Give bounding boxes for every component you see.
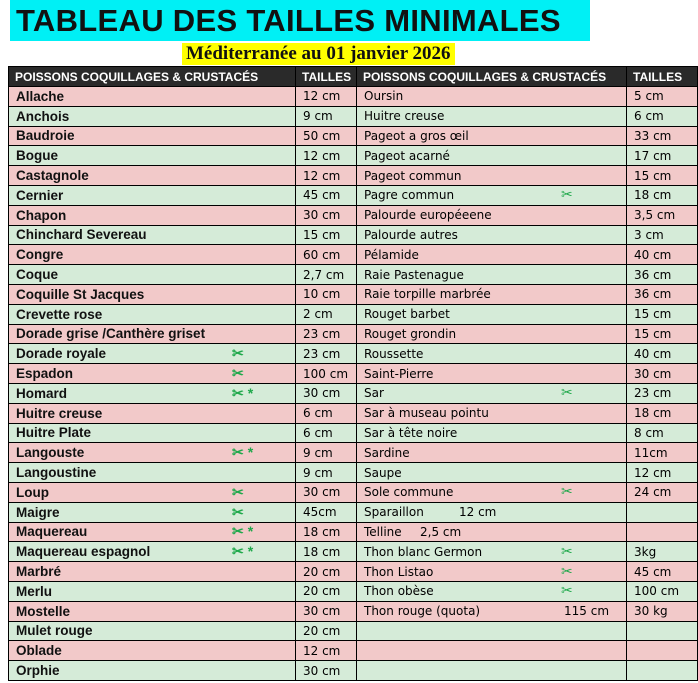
size-cell [627,621,698,641]
species-name: Langouste [16,445,85,461]
size-cell: 45 cm [296,185,357,205]
species-cell [9,265,296,285]
table-row [9,265,698,285]
size-cell: 30 cm [296,601,357,621]
size-cell: 2 cm [296,304,357,324]
species-cell [9,324,296,344]
table-row [9,542,698,562]
species-name: Dorade grise /Canthère griset [16,326,206,342]
species-name: Thon obèse [364,584,434,599]
table-row [9,443,698,463]
scissors-icon: ✂ [232,503,244,520]
species-cell-content [16,227,295,242]
species-cell [357,641,627,661]
table-row [9,641,698,661]
table-row [9,502,698,522]
species-cell [9,225,296,245]
size-cell: 50 cm [296,126,357,146]
species-name: Thon blanc Germon [364,544,483,559]
species-cell [9,601,296,621]
species-name: Thon Listao [364,564,434,579]
species-cell [357,87,627,107]
species-name: Huitre creuse [364,109,445,124]
size-cell: 3 cm [627,225,698,245]
size-cell: 45cm [296,502,357,522]
size-cell: 15 cm [296,225,357,245]
species-cell-content [364,565,626,579]
species-cell-content [16,544,295,559]
species-cell [9,423,296,443]
species-name: Maquereau [16,524,88,540]
species-name: Thon rouge (quota) [364,604,481,619]
size-cell: 23 cm [296,324,357,344]
size-cell: 15 cm [627,324,698,344]
size-cell: 30 cm [627,364,698,384]
table-row [9,423,698,443]
species-name: Castagnole [16,168,89,184]
species-name: Anchois [16,108,70,124]
size-cell [627,502,698,522]
species-cell-content [364,604,626,618]
species-cell-content [16,386,295,401]
species-name: Pageot commun [364,168,462,183]
scissors-icon: ✂ [232,444,244,461]
scissors-icon: ✂ [232,483,244,500]
mark-group [232,385,253,402]
size-cell: 100 cm [627,581,698,601]
species-cell-content [364,485,626,499]
species-cell [9,482,296,502]
mark-group [232,543,253,560]
size-cell: 100 cm [296,364,357,384]
size-cell: 6 cm [296,403,357,423]
species-name: Mulet rouge [16,623,93,639]
table-row [9,581,698,601]
species-cell [357,423,627,443]
species-name: Orphie [16,663,60,678]
species-cell-content [364,149,626,163]
page-title: TABLEAU DES TAILLES MINIMALES [10,0,590,41]
size-cell: 6 cm [296,423,357,443]
header-species-right: POISSONS COQUILLAGES & CRUSTACÉS [357,67,627,87]
table-header-row [9,67,698,87]
species-cell [9,166,296,186]
species-cell-content [16,366,295,381]
table-row [9,522,698,542]
species-cell [9,185,296,205]
species-name: Merlu [16,583,53,599]
species-cell [9,106,296,126]
scissors-icon: ✂ [232,384,244,401]
table-row [9,403,698,423]
size-cell: 18 cm [296,522,357,542]
scissors-icon: ✂ [561,187,573,204]
scissors-icon: ✂ [232,543,244,560]
asterisk-mark: * [247,523,254,540]
species-name: Chinchard Severeau [16,227,147,243]
species-cell-content [364,505,626,519]
species-cell [9,87,296,107]
size-cell: 30 cm [296,383,357,403]
species-cell [357,146,627,166]
species-name: Marbré [16,564,62,580]
species-cell [357,284,627,304]
species-cell [357,542,627,562]
species-name: Loup [16,484,49,500]
species-cell-content [364,89,626,103]
species-cell [9,344,296,364]
species-cell-content [364,446,626,460]
species-cell-content [16,406,295,421]
species-cell-content [364,287,626,301]
species-cell-content [16,148,295,163]
species-name: Saint-Pierre [364,366,434,381]
species-cell-content [16,287,295,302]
species-cell-content [16,604,295,619]
species-cell-content [364,584,626,598]
species-cell [9,661,296,681]
species-name: Huitre creuse [16,405,103,421]
species-cell [9,364,296,384]
species-cell-content [364,406,626,420]
species-name: Coquille St Jacques [16,286,145,302]
size-cell: 2,7 cm [296,265,357,285]
species-cell [9,304,296,324]
size-cell: 15 cm [627,166,698,186]
species-cell [9,205,296,225]
scissors-icon: ✂ [561,583,573,600]
species-cell-content [364,466,626,480]
species-cell [9,542,296,562]
species-name: Rouget grondin [364,326,457,341]
species-name: Pageot a gros œil [364,128,469,143]
size-cell: 33 cm [627,126,698,146]
species-cell [357,661,627,681]
size-cell: 20 cm [296,562,357,582]
species-cell-content [16,128,295,143]
species-name: Oursin [364,89,404,104]
species-cell [9,562,296,582]
species-name: Maigre [16,504,60,520]
table-row [9,661,698,681]
species-cell-content [16,524,295,539]
species-cell-content [364,545,626,559]
size-cell: 40 cm [627,245,698,265]
species-name: Pagre commun [364,188,455,203]
size-cell: 30 cm [296,661,357,681]
species-cell-content [364,426,626,440]
species-cell [357,304,627,324]
species-cell-content [364,367,626,381]
species-cell-content [16,623,295,638]
species-cell [9,641,296,661]
species-cell-content [16,109,295,124]
table-row [9,205,698,225]
species-cell-content [364,129,626,143]
species-name: Sar [364,386,384,401]
size-cell: 20 cm [296,581,357,601]
mark-group [232,523,253,540]
size-cell: 11cm [627,443,698,463]
header-size-left: TAILLES [296,67,357,87]
species-cell [9,383,296,403]
species-cell-content [364,228,626,242]
size-cell: 18 cm [627,185,698,205]
size-cell: 18 cm [627,403,698,423]
species-cell-content [16,208,295,223]
species-cell [357,185,627,205]
species-name: Mostelle [16,603,71,619]
species-cell [9,621,296,641]
scissors-icon: ✂ [232,523,244,540]
species-name: Raie Pastenague [364,267,464,282]
species-cell-content [364,347,626,361]
species-name: Telline [364,524,402,539]
species-cell [9,443,296,463]
table-row [9,324,698,344]
size-cell: 45 cm [627,562,698,582]
species-cell-content [364,188,626,202]
size-cell: 60 cm [296,245,357,265]
size-cell [627,661,698,681]
species-name: Bogue [16,148,58,164]
inline-size-value: 2,5 cm [420,524,462,539]
species-cell [9,522,296,542]
size-cell: 15 cm [627,304,698,324]
scissors-icon: ✂ [232,345,244,362]
table-row [9,304,698,324]
header-size-right: TAILLES [627,67,698,87]
species-cell [9,126,296,146]
size-cell: 20 cm [296,621,357,641]
species-cell-content [364,307,626,321]
species-name: Chapon [16,207,67,223]
species-name: Sole commune [364,485,454,500]
species-name: Baudroie [16,128,75,144]
species-cell [9,502,296,522]
species-cell [357,205,627,225]
size-cell: 3,5 cm [627,205,698,225]
size-cell: 36 cm [627,284,698,304]
species-cell [357,166,627,186]
scissors-icon: ✂ [561,385,573,402]
species-cell-content [16,564,295,579]
size-cell: 10 cm [296,284,357,304]
species-name: Homard [16,385,68,401]
species-cell-content [16,445,295,460]
species-cell-content [16,326,295,341]
species-cell [357,364,627,384]
species-name: Maquereau espagnol [16,544,151,560]
species-cell [9,581,296,601]
species-cell [357,482,627,502]
size-cell: 30 cm [296,482,357,502]
table-row [9,284,698,304]
species-cell-content [16,663,295,678]
species-name: Palourde autres [364,227,458,242]
species-cell [357,383,627,403]
species-cell [357,581,627,601]
size-cell: 36 cm [627,265,698,285]
species-cell-content [16,584,295,599]
size-cell: 9 cm [296,463,357,483]
table-row [9,482,698,502]
species-cell [357,522,627,542]
size-cell: 12 cm [296,641,357,661]
table-row [9,126,698,146]
species-cell-content [16,188,295,203]
species-cell [9,284,296,304]
scissors-icon: ✂ [561,484,573,501]
species-name: Roussette [364,346,424,361]
species-name: Pélamide [364,247,419,262]
scissors-icon: ✂ [561,543,573,560]
species-cell [357,463,627,483]
species-cell [357,225,627,245]
species-name: Saupe [364,465,402,480]
header-species-left: POISSONS COQUILLAGES & CRUSTACÉS [9,67,296,87]
species-name: Dorade royale [16,346,107,362]
species-name: Cernier [16,187,64,203]
table-row [9,87,698,107]
species-cell [357,324,627,344]
species-name: Sar à museau pointu [364,406,489,421]
table-row [9,146,698,166]
size-cell: 23 cm [627,383,698,403]
species-name: Raie torpille marbrée [364,287,491,302]
size-cell: 5 cm [627,87,698,107]
scissors-icon: ✂ [232,365,244,382]
asterisk-mark: * [247,444,254,461]
species-name: Allache [16,88,65,104]
species-cell-content [364,268,626,282]
species-cell-content [364,386,626,400]
table-row [9,185,698,205]
species-cell [357,443,627,463]
table-row [9,364,698,384]
species-cell [357,344,627,364]
species-cell-content [16,425,295,440]
species-cell [357,403,627,423]
size-cell: 23 cm [296,344,357,364]
species-cell [9,146,296,166]
size-cell [627,522,698,542]
species-cell-content [16,505,295,520]
size-cell [627,641,698,661]
size-cell: 12 cm [296,166,357,186]
species-cell [357,106,627,126]
size-cell: 12 cm [627,463,698,483]
species-cell-content [364,109,626,123]
table-row [9,166,698,186]
species-name: Sparaillon [364,505,424,520]
size-cell: 12 cm [296,146,357,166]
species-cell-content [16,465,295,480]
asterisk-mark: * [247,384,254,401]
table-row [9,562,698,582]
species-name: Rouget barbet [364,307,450,322]
species-cell [357,265,627,285]
species-cell [357,562,627,582]
subtitle: Méditerranée au 01 janvier 2026 [182,43,455,65]
size-cell: 30 cm [296,205,357,225]
size-cell: 12 cm [296,87,357,107]
species-cell [357,621,627,641]
table-row [9,245,698,265]
species-name: Oblade [16,643,62,659]
species-cell [9,463,296,483]
size-cell: 40 cm [627,344,698,364]
size-cell: 6 cm [627,106,698,126]
species-cell-content [16,643,295,658]
scissors-icon: ✂ [561,563,573,580]
species-cell-content [364,169,626,183]
sizes-table [8,66,698,681]
size-cell: 3kg [627,542,698,562]
species-name: Palourde européeene [364,208,492,223]
species-name: Sardine [364,445,410,460]
species-cell [357,502,627,522]
size-cell: 8 cm [627,423,698,443]
species-name: Langoustine [16,465,97,481]
species-cell [9,245,296,265]
species-cell-content [16,267,295,282]
size-cell: 9 cm [296,443,357,463]
species-name: Sar à tête noire [364,425,458,440]
species-cell [357,126,627,146]
species-cell-content [16,307,295,322]
table-row [9,344,698,364]
species-name: Crevette rose [16,306,103,322]
table-row [9,106,698,126]
species-cell-content [16,485,295,500]
species-cell [357,245,627,265]
table-row [9,621,698,641]
size-cell: 30 kg [627,601,698,621]
species-cell-content [364,208,626,222]
inline-size-value: 115 cm [564,604,610,619]
species-cell-content [16,247,295,262]
table-row [9,225,698,245]
species-cell [9,403,296,423]
size-cell: 9 cm [296,106,357,126]
inline-size-value: 12 cm [459,505,497,520]
species-cell-content [16,168,295,183]
asterisk-mark: * [247,543,254,560]
species-name: Huitre Plate [16,425,92,441]
size-cell: 17 cm [627,146,698,166]
species-name: Espadon [16,366,74,382]
table-row [9,601,698,621]
species-cell-content [364,248,626,262]
mark-group [232,444,253,461]
size-cell: 24 cm [627,482,698,502]
size-cell: 18 cm [296,542,357,562]
species-name: Coque [16,267,58,283]
species-cell [357,601,627,621]
species-name: Pageot acarné [364,148,450,163]
species-name: Congre [16,247,64,263]
species-cell-content [16,346,295,361]
species-cell-content [16,89,295,104]
table-row [9,383,698,403]
species-cell-content [364,525,626,539]
species-cell-content [364,327,626,341]
table-row [9,463,698,483]
